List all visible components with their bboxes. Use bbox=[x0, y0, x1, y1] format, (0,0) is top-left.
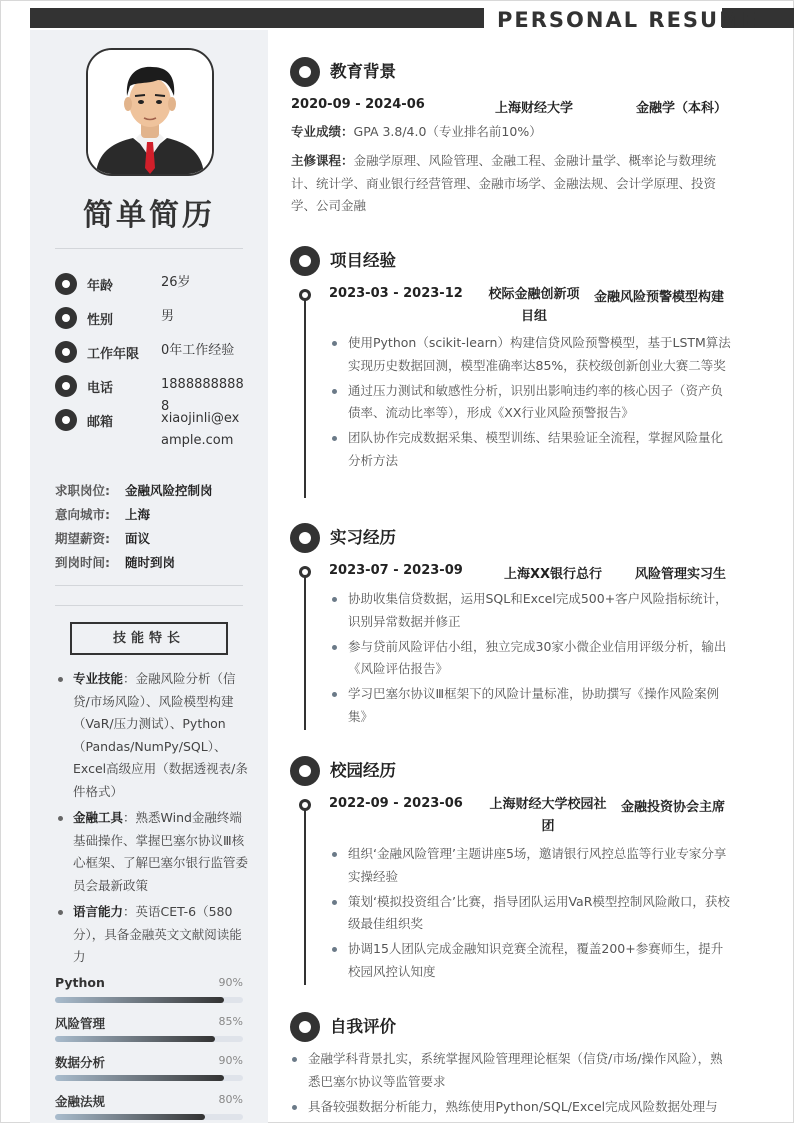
divider bbox=[55, 585, 243, 586]
bullet-icon bbox=[55, 307, 77, 329]
timeline-line bbox=[304, 570, 306, 730]
score-label: 专业成绩： bbox=[291, 124, 354, 139]
bar-fill bbox=[55, 1075, 224, 1081]
list-item: 使用Python（scikit-learn）构建信贷风险预警模型，基于LSTM算法实现历史数据回测，模型准确率达85%，获校级创新创业大赛二等奖 bbox=[330, 332, 734, 377]
resume-title: PERSONAL RESUME bbox=[497, 8, 759, 32]
bar-fill bbox=[55, 1036, 215, 1042]
campus-date: 2022-09 - 2023-06 bbox=[329, 796, 463, 811]
section-title-education: 教育背景 bbox=[330, 62, 396, 81]
timeline-dot bbox=[299, 289, 311, 301]
bar-label: 数据分析 bbox=[55, 1055, 106, 1070]
timeline-dot bbox=[299, 566, 311, 578]
self-bullets bbox=[290, 1048, 734, 1121]
skill-item bbox=[55, 807, 251, 897]
info-value: 18888888888 bbox=[161, 377, 244, 414]
skill-label: 专业技能 bbox=[73, 671, 124, 686]
bar-fill bbox=[55, 997, 224, 1003]
job-label: 意向城市: bbox=[55, 507, 110, 522]
section-title-campus: 校园经历 bbox=[330, 761, 396, 780]
project-role: 金融风险预警模型构建 bbox=[594, 290, 725, 305]
skills-heading: 技能特长 bbox=[70, 622, 228, 655]
education-date: 2020-09 - 2024-06 bbox=[291, 97, 425, 112]
job-value: 随时到岗 bbox=[125, 555, 176, 570]
job-start bbox=[55, 553, 175, 571]
bar-track bbox=[55, 1036, 243, 1042]
job-target bbox=[55, 481, 213, 499]
courses-label: 主修课程： bbox=[291, 153, 354, 168]
courses-value: 金融学原理、风险管理、金融工程、金融计量学、概率论与数理统计、统计学、商业银行经营管理、金融市场学、金融法规、会计学原理、投资学、公司金融 bbox=[291, 153, 717, 213]
info-value: 男 bbox=[161, 309, 175, 324]
bar-percent: 85% bbox=[218, 1015, 243, 1028]
skill-bar-python bbox=[55, 975, 243, 1005]
bar-label: Python bbox=[55, 975, 105, 990]
timeline-line bbox=[304, 292, 306, 498]
info-value: 0年工作经验 bbox=[161, 343, 235, 358]
project-date: 2023-03 - 2023-12 bbox=[329, 286, 463, 301]
skills-list bbox=[55, 668, 251, 973]
timeline-line bbox=[304, 803, 306, 985]
skill-text: ：英语CET-6（580分），具备金融英文文献阅读能力 bbox=[73, 904, 242, 964]
bar-percent: 90% bbox=[218, 1054, 243, 1067]
info-gender bbox=[55, 307, 255, 329]
education-major: 金融学（本科） bbox=[636, 101, 728, 116]
bullet-icon bbox=[55, 375, 77, 397]
list-item: 具备较强数据分析能力，熟练使用Python/SQL/Excel完成风险数据处理与 bbox=[290, 1096, 734, 1119]
info-phone bbox=[55, 375, 255, 414]
job-label: 求职岗位: bbox=[55, 483, 110, 498]
info-email bbox=[55, 409, 255, 448]
bar-percent: 80% bbox=[218, 1093, 243, 1106]
sidebar bbox=[30, 30, 268, 1123]
info-label: 工作年限 bbox=[87, 347, 140, 362]
bar-track bbox=[55, 1075, 243, 1081]
bullet-icon bbox=[55, 273, 77, 295]
avatar bbox=[86, 48, 214, 176]
skill-bar-risk bbox=[55, 1014, 243, 1044]
list-item: 协调15人团队完成金融知识竞赛全流程，覆盖200+参赛师生，提升校园风控认知度 bbox=[330, 938, 734, 983]
resume-name: 简单简历 bbox=[83, 198, 215, 233]
bar-fill bbox=[55, 1114, 205, 1120]
education-courses bbox=[291, 150, 735, 218]
info-label: 性别 bbox=[87, 313, 114, 328]
job-salary bbox=[55, 529, 150, 547]
section-icon bbox=[290, 246, 320, 276]
list-item: 团队协作完成数据采集、模型训练、结果验证全流程，掌握风险量化分析方法 bbox=[330, 427, 734, 472]
list-item: 策划‘模拟投资组合’比赛，指导团队运用VaR模型控制风险敞口，获校级最佳组织奖 bbox=[330, 891, 734, 936]
skill-label: 语言能力 bbox=[73, 904, 124, 919]
internship-bullets bbox=[330, 588, 734, 731]
education-school: 上海财经大学 bbox=[495, 101, 574, 116]
job-value: 上海 bbox=[125, 507, 151, 522]
list-item: 协助收集信贷数据，运用SQL和Excel完成500+客户风险指标统计，识别异常数据并修正 bbox=[330, 588, 734, 633]
section-icon bbox=[290, 523, 320, 553]
main-content bbox=[268, 30, 794, 1123]
project-bullets bbox=[330, 332, 734, 475]
bar-track bbox=[55, 997, 243, 1003]
header-bar-left bbox=[30, 8, 484, 28]
campus-bullets bbox=[330, 843, 734, 986]
info-value: 26岁 bbox=[161, 275, 191, 290]
campus-org: 上海财经大学校园社团 bbox=[489, 797, 607, 834]
internship-date: 2023-07 - 2023-09 bbox=[329, 563, 463, 578]
skill-bar-law bbox=[55, 1092, 243, 1122]
section-title-projects: 项目经验 bbox=[330, 251, 396, 270]
section-title-internship: 实习经历 bbox=[330, 528, 396, 547]
internship-role: 风险管理实习生 bbox=[635, 567, 727, 582]
portrait-image bbox=[88, 50, 212, 174]
bullet-icon bbox=[55, 409, 77, 431]
job-value: 金融风险控制岗 bbox=[125, 483, 213, 498]
skill-item bbox=[55, 668, 251, 803]
bar-label: 风险管理 bbox=[55, 1016, 106, 1031]
section-icon bbox=[290, 1012, 320, 1042]
list-item: 金融学科背景扎实，系统掌握风险管理理论框架（信贷/市场/操作风险），熟悉巴塞尔协议等监管要求 bbox=[290, 1048, 734, 1093]
job-value: 面议 bbox=[125, 531, 151, 546]
list-item: 学习巴塞尔协议Ⅲ框架下的风险计量标准，协助撰写《操作风险案例集》 bbox=[330, 683, 734, 728]
info-label: 电话 bbox=[87, 381, 114, 396]
education-score bbox=[291, 121, 731, 144]
job-label: 期望薪资: bbox=[55, 531, 110, 546]
bar-percent: 90% bbox=[218, 976, 243, 989]
skill-label: 金融工具 bbox=[73, 810, 124, 825]
project-org: 校际金融创新项目组 bbox=[488, 287, 580, 324]
section-title-self: 自我评价 bbox=[330, 1017, 396, 1036]
divider bbox=[55, 248, 243, 249]
info-label: 年龄 bbox=[87, 279, 114, 294]
skill-bar-data bbox=[55, 1053, 243, 1083]
skill-text: ：熟悉Wind金融终端基础操作、掌握巴塞尔协议Ⅲ核心框架、了解巴塞尔银行监管委员会最新政策 bbox=[73, 810, 249, 893]
list-item: 组织‘金融风险管理’主题讲座5场，邀请银行风控总监等行业专家分享实操经验 bbox=[330, 843, 734, 888]
divider bbox=[55, 605, 243, 606]
skill-text: ：金融风险分析（信贷/市场风险）、风险模型构建（VaR/压力测试）、Python（Pandas/NumPy/SQL）、Excel高级应用（数据透视表/条件格式） bbox=[73, 671, 248, 799]
section-icon bbox=[290, 57, 320, 87]
bullet-icon bbox=[55, 341, 77, 363]
list-item: 参与贷前风险评估小组，独立完成30家小微企业信用评级分析，输出《风险评估报告》 bbox=[330, 636, 734, 681]
info-label: 邮箱 bbox=[87, 415, 114, 430]
score-value: GPA 3.8/4.0（专业排名前10%） bbox=[353, 124, 542, 139]
job-label: 到岗时间: bbox=[55, 555, 110, 570]
timeline-dot bbox=[299, 799, 311, 811]
bar-label: 金融法规 bbox=[55, 1094, 106, 1109]
list-item: 通过压力测试和敏感性分析，识别出影响违约率的核心因子（资产负债率、流动比率等），形成《XX行业风险预警报告》 bbox=[330, 380, 734, 425]
job-city bbox=[55, 505, 150, 523]
info-age bbox=[55, 273, 255, 295]
info-value: xiaojinli@example.com bbox=[161, 411, 240, 448]
skill-item bbox=[55, 901, 251, 969]
section-icon bbox=[290, 756, 320, 786]
info-experience bbox=[55, 341, 255, 363]
campus-role: 金融投资协会主席 bbox=[621, 800, 726, 815]
internship-org: 上海XX银行总行 bbox=[504, 567, 603, 582]
bar-track bbox=[55, 1114, 243, 1120]
